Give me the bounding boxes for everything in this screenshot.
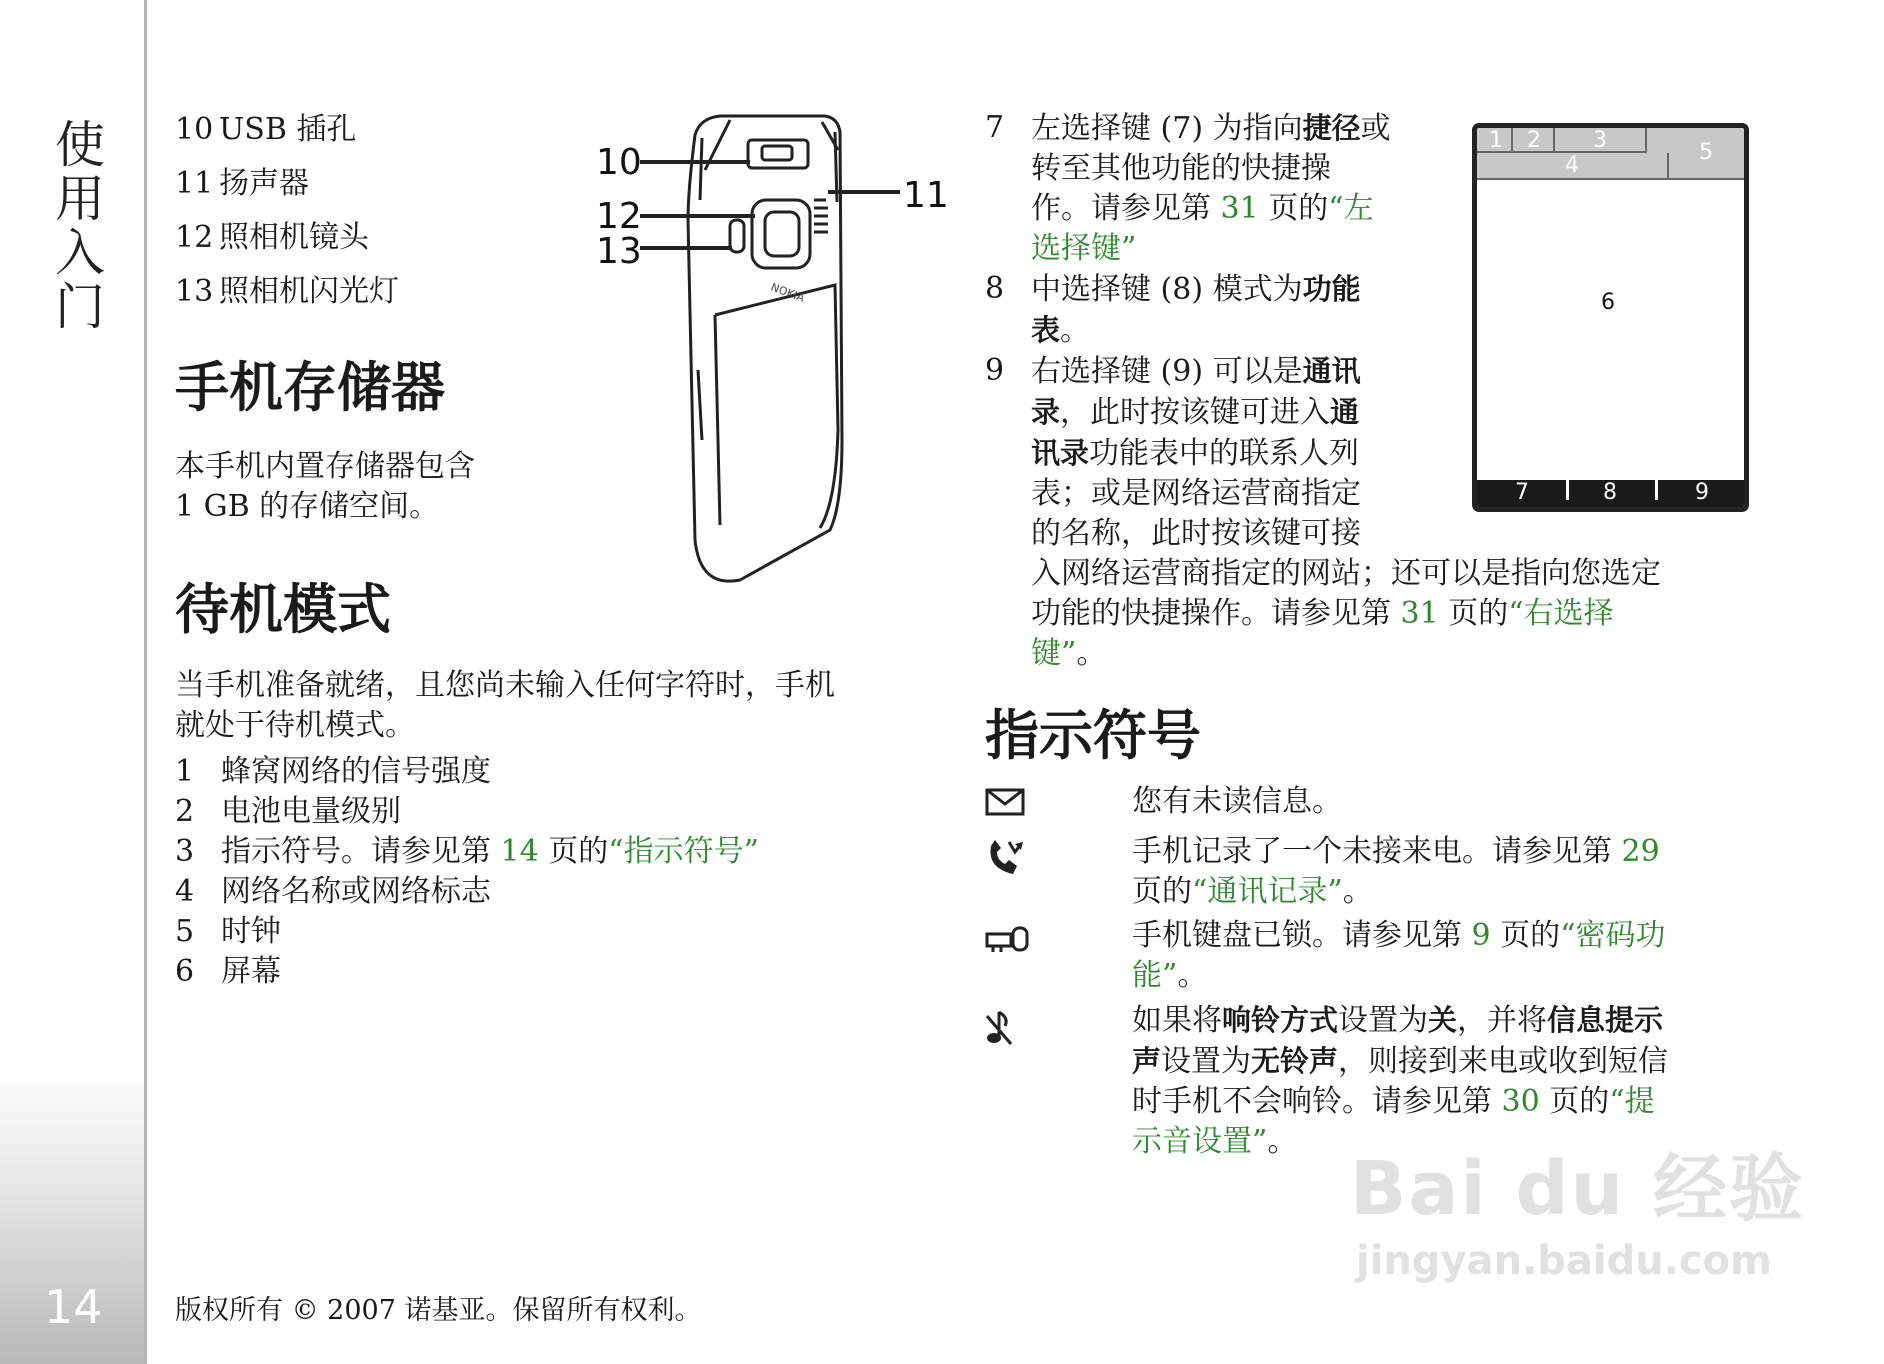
list-item: 1 蜂窝网络的信号强度 — [175, 754, 491, 789]
indicators-heading: 指示符号 — [985, 704, 1201, 767]
standby-list — [175, 752, 759, 992]
list-item: 9 右选择键 (9) 可以是通讯 录，此时按该键可进入通 讯录功能表中的联系人列 表；或是网络运营商指定 的名称，此时按该键可接 入网络运营商指定的网站；还可以是指向您选定 功能的快捷操作。请参见第 31 页的“右选择 键”。 — [985, 353, 1661, 671]
screen-label-8: 8 — [1603, 480, 1617, 505]
list-item: 3 指示符号。请参见第 14 页的“指示符号” — [175, 834, 759, 869]
link-call-log[interactable]: “通讯记录” — [1192, 874, 1343, 909]
standby-heading: 待机模式 — [175, 578, 391, 641]
link-tones[interactable]: “提 — [1609, 1084, 1655, 1119]
memory-line-2: 1 GB 的存储空间。 — [175, 489, 440, 524]
link-right-key[interactable]: “右选择 — [1508, 596, 1614, 631]
screen-label-5: 5 — [1699, 140, 1713, 165]
standby-intro-2: 就处于待机模式。 — [175, 708, 415, 743]
footer-copyright: 版权所有 © 2007 诺基亚。保留所有权利。 — [175, 1295, 702, 1326]
chapter-title: 使用入门 — [47, 118, 105, 334]
indicator-missed-call: 手机记录了一个未接来电。请参见第 29 页的“通讯记录”。 — [1132, 834, 1660, 909]
callout-12: 12 — [596, 196, 642, 237]
list-item: 5 时钟 — [175, 914, 281, 949]
link-security[interactable]: “密码功 — [1560, 918, 1666, 953]
screen-label-7: 7 — [1515, 480, 1529, 505]
key-icon — [985, 924, 1029, 952]
standby-screen-diagram — [1472, 123, 1749, 512]
screen-label-2: 2 — [1527, 128, 1541, 153]
callout-10: 10 — [596, 142, 642, 183]
screen-label-1: 1 — [1489, 128, 1503, 153]
memory-line-1: 本手机内置存储器包含 — [175, 449, 475, 484]
callout-13: 13 — [596, 231, 642, 272]
list-item: 6 屏幕 — [175, 954, 281, 989]
page-number: 14 — [44, 1280, 103, 1334]
screen-label-3: 3 — [1593, 128, 1607, 153]
svg-text:NOKIA: NOKIA — [768, 280, 807, 305]
indicator-silent: 如果将响铃方式设置为关，并将信息提示 声设置为无铃声，则接到来电或收到短信 时手机不会响铃。请参见第 30 页的“提 示音设置”。 — [1132, 1003, 1669, 1159]
indicator-keypad-lock: 手机键盘已锁。请参见第 9 页的“密码功 能”。 — [1132, 918, 1666, 993]
screen-label-9: 9 — [1695, 480, 1709, 505]
watermark-url: jingyan.baidu.com — [1356, 1238, 1772, 1284]
memory-heading: 手机存储器 — [175, 356, 445, 419]
watermark-logo: Bai du 经验 — [1350, 1146, 1805, 1232]
link-left-key[interactable]: 选择键” — [1031, 231, 1137, 266]
standby-intro-1: 当手机准备就绪，且您尚未输入任何字符时，手机 — [175, 668, 835, 703]
sidebar — [0, 0, 147, 1364]
envelope-icon — [985, 788, 1025, 816]
list-item: 10 USB 插孔 — [175, 112, 357, 147]
indicator-message-text: 您有未读信息。 — [1132, 784, 1342, 819]
parts-list — [175, 110, 399, 312]
screen-label-4: 4 — [1565, 153, 1579, 178]
list-item: 2 电池电量级别 — [175, 794, 401, 829]
list-item: 7 左选择键 (7) 为指向捷径或 转至其他功能的快捷操 作。请参见第 31 页的“左 选择键” — [985, 108, 1745, 269]
callout-11: 11 — [903, 175, 949, 216]
screen-label-6: 6 — [1601, 290, 1615, 315]
missed-call-icon — [985, 838, 1029, 878]
list-item: 8 中选择键 (8) 模式为功能 表。 — [985, 271, 1361, 348]
list-item: 12 照相机镜头 — [175, 220, 369, 255]
silent-ring-icon — [985, 1008, 1015, 1048]
list-item: 13 照相机闪光灯 — [175, 274, 399, 309]
link-indicators[interactable]: “指示符号” — [608, 834, 759, 869]
list-item: 4 网络名称或网络标志 — [175, 874, 491, 909]
list-item: 11 扬声器 — [175, 166, 309, 201]
